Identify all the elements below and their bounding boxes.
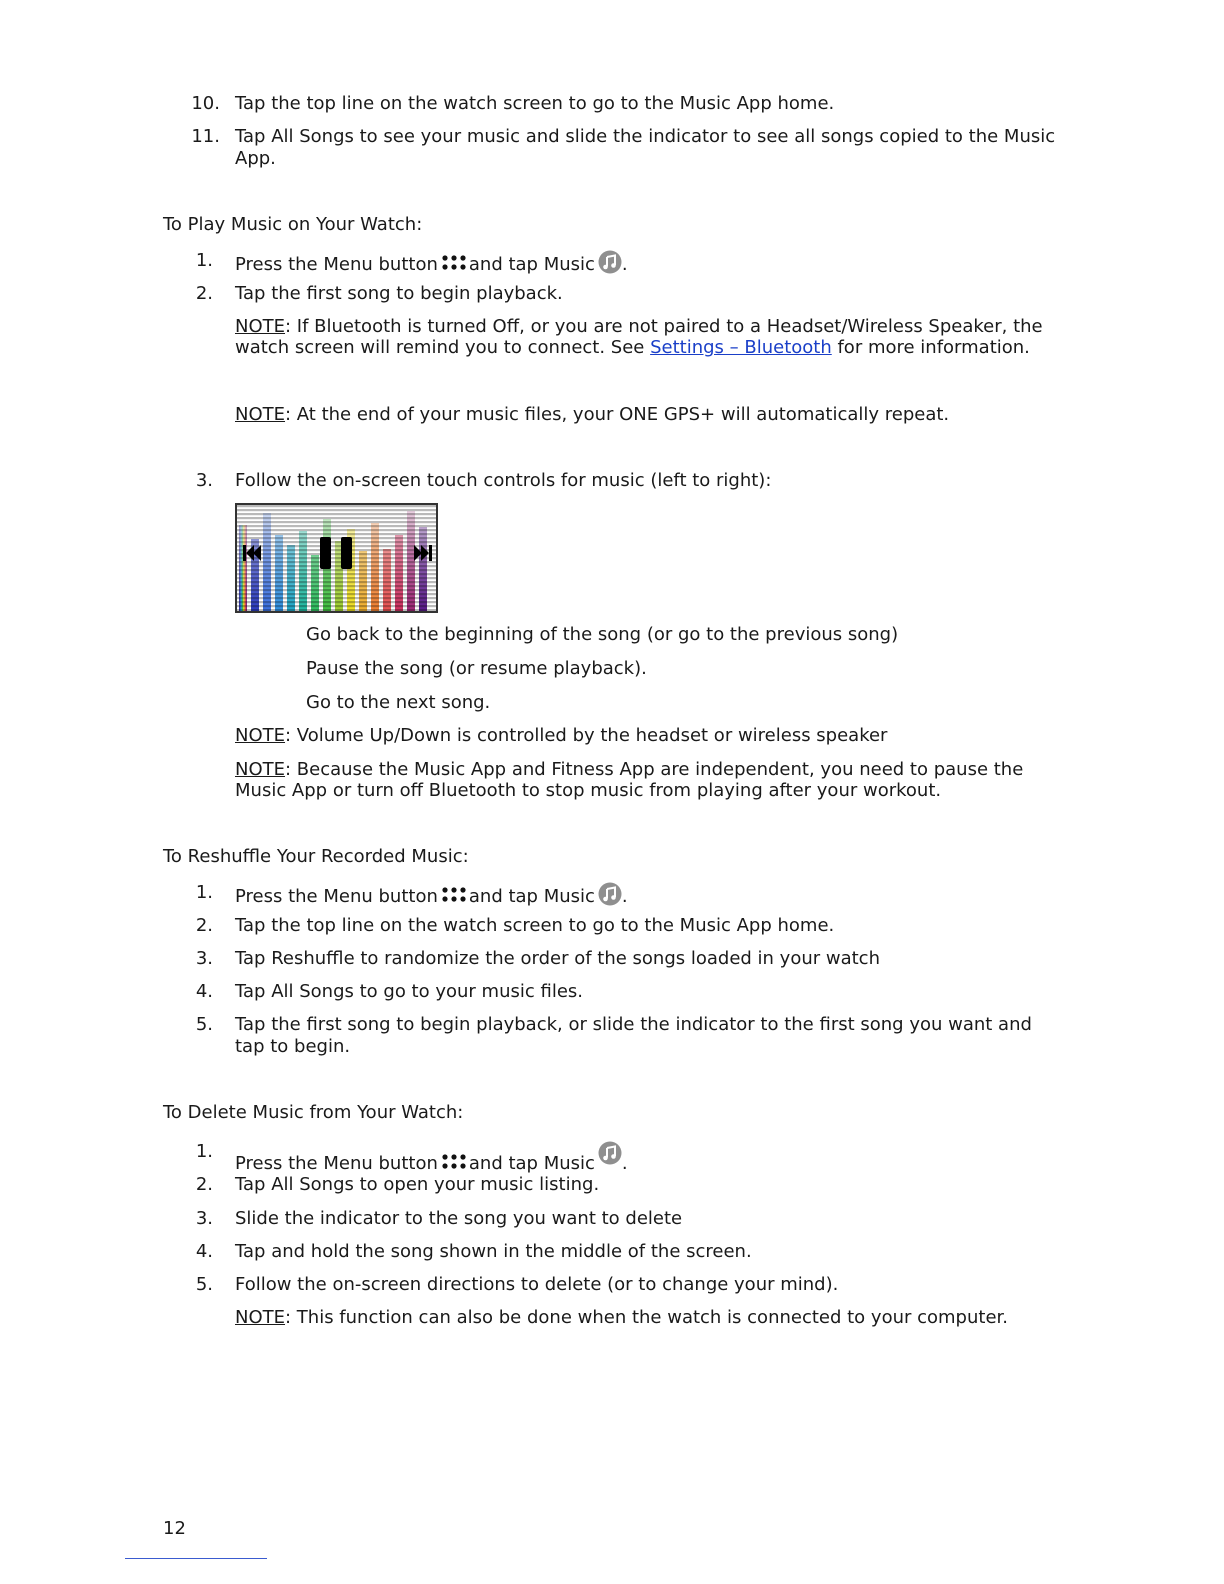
list-item-text: Tap the first song to begin playback, or slide the indicator to the first song you want and bbox=[235, 1014, 1032, 1035]
list-number: 4. bbox=[195, 981, 213, 1002]
list-item-text: Press the Menu button and tap Music . bbox=[235, 882, 628, 907]
note: NOTE: Volume Up/Down is controlled by the headset or wireless speaker bbox=[235, 725, 888, 746]
control-description-pause: Pause the song (or resume playback). bbox=[306, 658, 647, 679]
list-item-text: Tap the first song to begin playback. bbox=[235, 283, 563, 304]
list-item-text: Follow the on-screen directions to delete (or to change your mind). bbox=[235, 1274, 839, 1295]
section-heading-play: To Play Music on Your Watch: bbox=[163, 214, 423, 235]
music-note-icon bbox=[598, 882, 622, 906]
list-item-text: Tap and hold the song shown in the middle of the screen. bbox=[235, 1241, 752, 1262]
section-heading-delete: To Delete Music from Your Watch: bbox=[163, 1102, 464, 1123]
list-item-text: Press the Menu button and tap Music . bbox=[235, 250, 628, 275]
list-number: 2. bbox=[195, 915, 213, 936]
list-number: 4. bbox=[195, 1241, 213, 1262]
list-number: 2. bbox=[195, 1174, 213, 1195]
list-item-text: Tap the top line on the watch screen to go to the Music App home. bbox=[235, 93, 835, 114]
list-item-text: Press the Menu button and tap Music . bbox=[235, 1141, 628, 1174]
list-number: 3. bbox=[195, 1208, 213, 1229]
list-item-text-continued: App. bbox=[235, 148, 276, 169]
page-number: 12 bbox=[163, 1518, 186, 1539]
list-number: 3. bbox=[195, 948, 213, 969]
list-number: 3. bbox=[195, 470, 213, 491]
control-description-previous: Go back to the beginning of the song (or go to the previous song) bbox=[306, 624, 899, 645]
note: NOTE: At the end of your music files, your ONE GPS+ will automatically repeat. bbox=[235, 404, 950, 425]
list-number: 1. bbox=[195, 1141, 213, 1162]
menu-dots-icon bbox=[442, 887, 466, 903]
list-number: 10. bbox=[191, 93, 220, 114]
music-player-controls-image bbox=[235, 503, 438, 613]
list-item-text: Follow the on-screen touch controls for music (left to right): bbox=[235, 470, 772, 491]
music-note-icon bbox=[598, 250, 622, 274]
list-number: 2. bbox=[195, 283, 213, 304]
settings-bluetooth-link[interactable]: Settings – Bluetooth bbox=[650, 337, 832, 358]
list-item-text: Tap All Songs to open your music listing. bbox=[235, 1174, 600, 1195]
note: NOTE: If Bluetooth is turned Off, or you are not paired to a Headset/Wireless Speaker, the bbox=[235, 316, 1043, 337]
music-note-icon bbox=[598, 1141, 622, 1165]
list-item-text-continued: tap to begin. bbox=[235, 1036, 351, 1057]
note: NOTE: Because the Music App and Fitness App are independent, you need to pause the bbox=[235, 759, 1024, 780]
equalizer-bars bbox=[237, 505, 436, 611]
list-number: 1. bbox=[195, 250, 213, 271]
section-heading-reshuffle: To Reshuffle Your Recorded Music: bbox=[163, 846, 469, 867]
list-item-text: Tap the top line on the watch screen to go to the Music App home. bbox=[235, 915, 835, 936]
footer-rule bbox=[125, 1558, 267, 1559]
list-number: 11. bbox=[191, 126, 220, 147]
note: NOTE: This function can also be done when the watch is connected to your computer. bbox=[235, 1307, 1008, 1328]
list-number: 1. bbox=[195, 882, 213, 903]
list-item-text: Tap All Songs to see your music and slide the indicator to see all songs copied to the Music bbox=[235, 126, 1056, 147]
list-number: 5. bbox=[195, 1274, 213, 1295]
list-item-text: Slide the indicator to the song you want to delete bbox=[235, 1208, 683, 1229]
menu-dots-icon bbox=[442, 255, 466, 271]
list-item-text: Tap Reshuffle to randomize the order of the songs loaded in your watch bbox=[235, 948, 880, 969]
note-continued: Music App or turn off Bluetooth to stop music from playing after your workout. bbox=[235, 780, 942, 801]
list-number: 5. bbox=[195, 1014, 213, 1035]
menu-dots-icon bbox=[442, 1154, 466, 1170]
list-item-text: Tap All Songs to go to your music files. bbox=[235, 981, 583, 1002]
control-description-next: Go to the next song. bbox=[306, 692, 491, 713]
note-continued: watch screen will remind you to connect. See Settings – Bluetooth for more information. bbox=[235, 337, 1030, 358]
